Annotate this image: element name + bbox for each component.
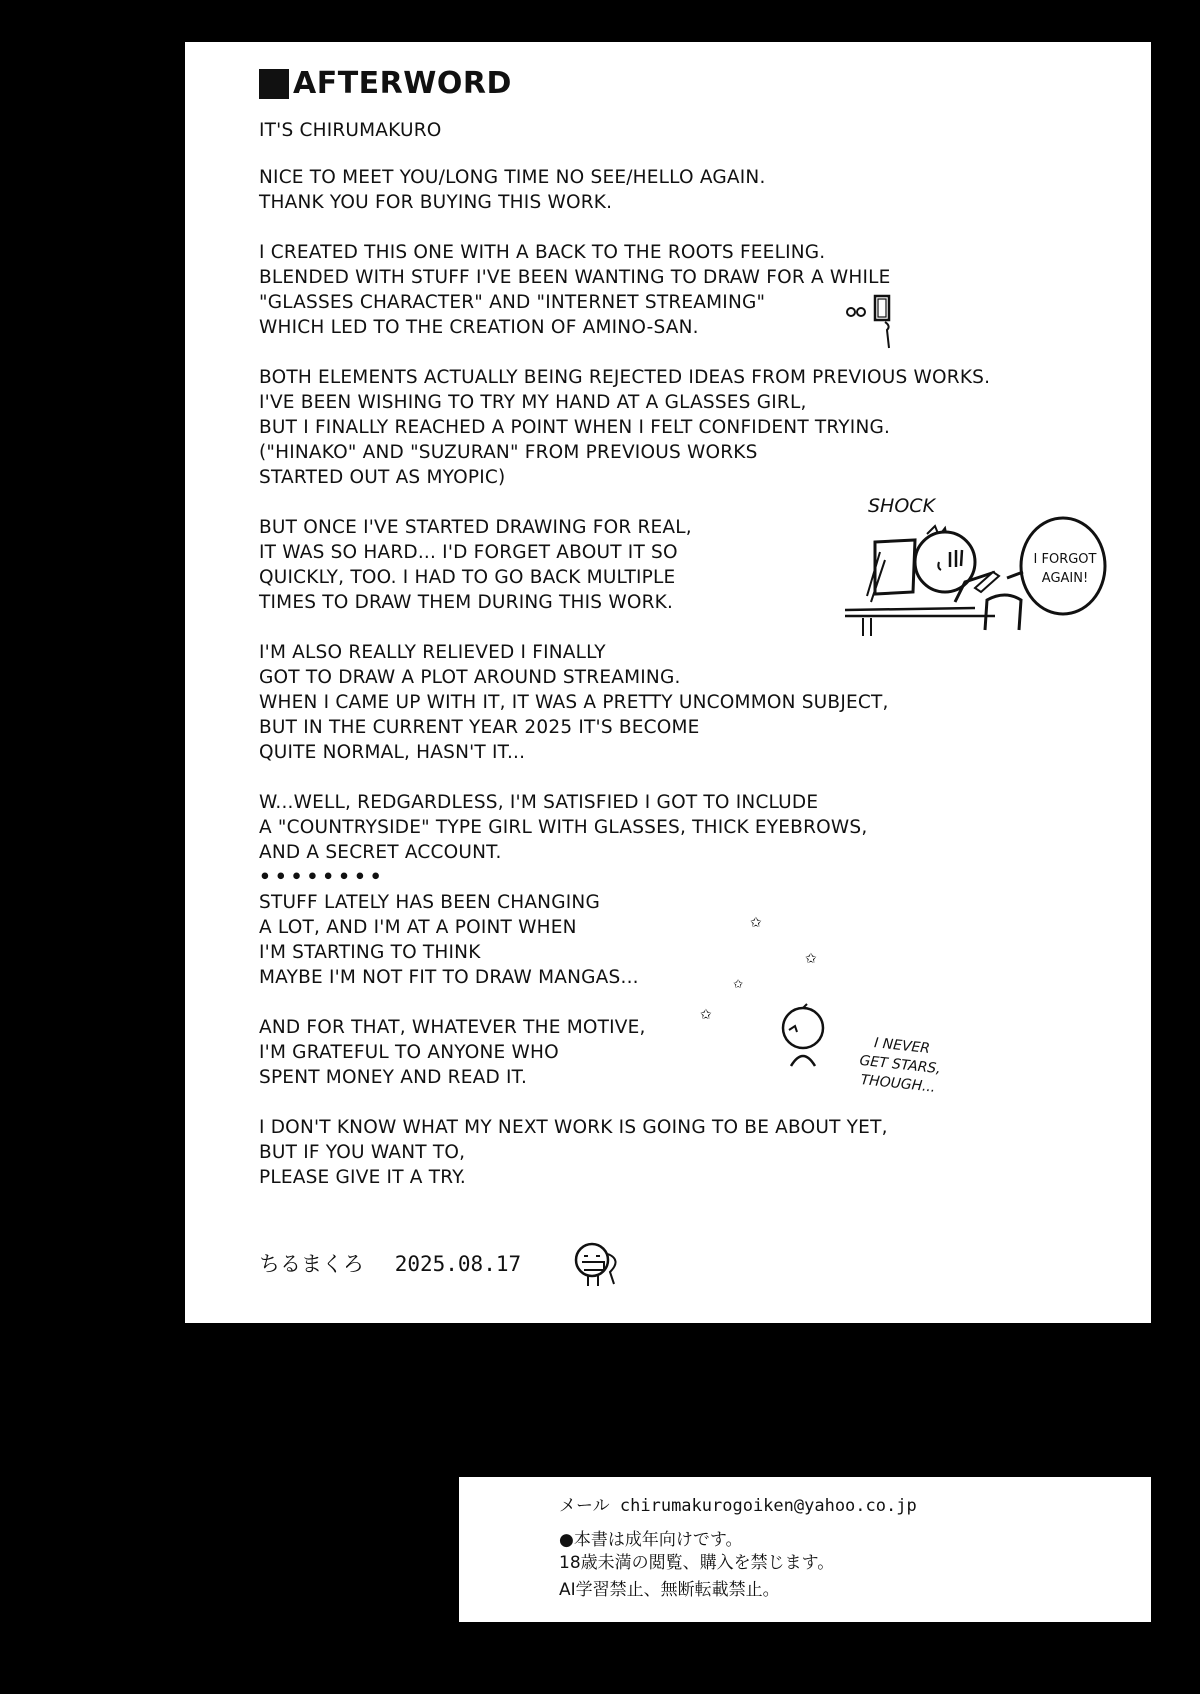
text-line: "GLASSES CHARACTER" AND "INTERNET STREAMING" xyxy=(259,292,766,313)
text-line: MAYBE I'M NOT FIT TO DRAW MANGAS... xyxy=(259,967,639,988)
text-line: BUT IF YOU WANT TO, xyxy=(259,1142,466,1163)
text-line: IT WAS SO HARD... I'D FORGET ABOUT IT SO xyxy=(259,542,678,563)
text-line: I DON'T KNOW WHAT MY NEXT WORK IS GOING TO BE ABOUT YET, xyxy=(259,1117,888,1138)
shock-label: SHOCK xyxy=(868,495,936,517)
text-line: I CREATED THIS ONE WITH A BACK TO THE ROOTS FEELING. xyxy=(259,242,826,263)
legal-notice xyxy=(559,1529,834,1602)
signature-date: 2025.08.17 xyxy=(394,1252,522,1276)
text-line: ("HINAKO" AND "SUZURAN" FROM PREVIOUS WORKS xyxy=(259,442,758,463)
text-line: IT'S CHIRUMAKURO xyxy=(259,120,442,141)
text-line: BOTH ELEMENTS ACTUALLY BEING REJECTED IDEAS FROM PREVIOUS WORKS. xyxy=(259,367,991,388)
text-line: THANK YOU FOR BUYING THIS WORK. xyxy=(259,192,613,213)
title-text: AFTERWORD xyxy=(293,66,512,101)
afterword-title xyxy=(259,66,512,101)
star-icon: ✩ xyxy=(733,977,744,991)
black-square-icon xyxy=(259,69,289,99)
text-line: WHICH LED TO THE CREATION OF AMINO-SAN. xyxy=(259,317,699,338)
star-icon: ✩ xyxy=(750,914,762,930)
paragraph xyxy=(259,1115,1079,1190)
star-icon: ✩ xyxy=(700,1006,712,1022)
text-line: I'M GRATEFUL TO ANYONE WHO xyxy=(259,1042,559,1063)
stars-note xyxy=(842,1031,957,1099)
speech-bubble-text xyxy=(1025,550,1105,588)
text-line: NICE TO MEET YOU/LONG TIME NO SEE/HELLO AGAIN. xyxy=(259,167,766,188)
text-line: STARTED OUT AS MYOPIC) xyxy=(259,467,506,488)
notice-line: ●本書は成年向けです。 xyxy=(559,1530,743,1550)
paragraph xyxy=(259,118,1079,143)
notice-line: 18歳未満の閲覧、購入を禁じます。 xyxy=(559,1553,835,1573)
paragraph xyxy=(259,240,1079,340)
author-face-doodle-icon xyxy=(570,1240,630,1290)
note-line: GET STARS, xyxy=(858,1052,942,1078)
text-line: GOT TO DRAW A PLOT AROUND STREAMING. xyxy=(259,667,681,688)
text-line: WHEN I CAME UP WITH IT, IT WAS A PRETTY UNCOMMON SUBJECT, xyxy=(259,692,889,713)
note-line: THOUGH... xyxy=(859,1072,937,1096)
paragraph xyxy=(259,165,1079,215)
text-line: W...WELL, REDGARDLESS, I'M SATISFIED I GOT TO INCLUDE xyxy=(259,792,819,813)
sad-figure-icon xyxy=(775,1002,835,1072)
author-name: ちるまくろ xyxy=(259,1252,364,1276)
drawing-person-icon xyxy=(835,512,1025,642)
text-line: TIMES TO DRAW THEM DURING THIS WORK. xyxy=(259,592,674,613)
text-line: I'VE BEEN WISHING TO TRY MY HAND AT A GLASSES GIRL, xyxy=(259,392,807,413)
text-line: A "COUNTRYSIDE" TYPE GIRL WITH GLASSES, THICK EYEBROWS, xyxy=(259,817,868,838)
text-line: BLENDED WITH STUFF I'VE BEEN WANTING TO DRAW FOR A WHILE xyxy=(259,267,891,288)
paragraph xyxy=(259,640,1079,765)
text-line: AND A SECRET ACCOUNT. xyxy=(259,842,502,863)
afterword-page xyxy=(185,42,1151,1323)
text-line: STUFF LATELY HAS BEEN CHANGING xyxy=(259,892,600,913)
signature xyxy=(259,1248,521,1278)
text-line: BUT IN THE CURRENT YEAR 2025 IT'S BECOME xyxy=(259,717,700,738)
star-icon: ✩ xyxy=(805,950,817,966)
text-line: A LOT, AND I'M AT A POINT WHEN xyxy=(259,917,577,938)
text-line: BUT ONCE I'VE STARTED DRAWING FOR REAL, xyxy=(259,517,692,538)
info-box xyxy=(459,1477,1151,1622)
paragraph xyxy=(259,790,1079,890)
text-line: SPENT MONEY AND READ IT. xyxy=(259,1067,528,1088)
text-line: AND FOR THAT, WHATEVER THE MOTIVE, xyxy=(259,1017,646,1038)
text-line: PLEASE GIVE IT A TRY. xyxy=(259,1167,466,1188)
bubble-line: I FORGOT xyxy=(1033,552,1097,567)
text-line: QUICKLY, TOO. I HAD TO GO BACK MULTIPLE xyxy=(259,567,676,588)
text-line: BUT I FINALLY REACHED A POINT WHEN I FELT CONFIDENT TRYING. xyxy=(259,417,891,438)
bubble-line: AGAIN! xyxy=(1041,571,1089,586)
text-line: QUITE NORMAL, HASN'T IT... xyxy=(259,742,526,763)
contact-email: メール chirumakurogoiken@yahoo.co.jp xyxy=(559,1496,917,1516)
notice-line: AI学習禁止、無断転載禁止。 xyxy=(559,1580,780,1600)
note-line: I NEVER xyxy=(873,1035,931,1057)
paragraph xyxy=(259,890,1079,990)
text-line: I'M ALSO REALLY RELIEVED I FINALLY xyxy=(259,642,606,663)
text-line: I'M STARTING TO THINK xyxy=(259,942,481,963)
glasses-phone-doodle-icon xyxy=(845,292,905,352)
dots-separator: •••••••• xyxy=(259,867,386,888)
paragraph xyxy=(259,365,1079,490)
